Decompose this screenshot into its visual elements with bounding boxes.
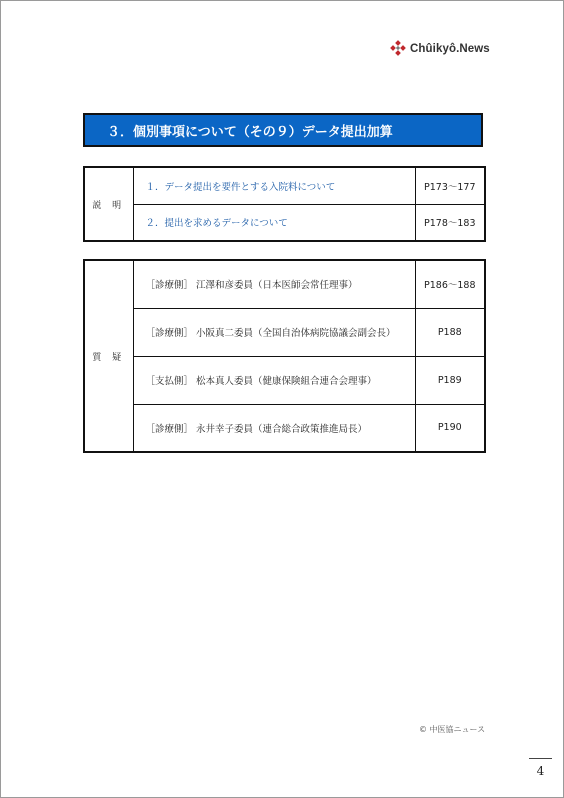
copyright-notice: © 中医協ニュース <box>419 725 486 734</box>
page-reference: P186～188 <box>415 260 485 308</box>
table-row <box>84 404 485 452</box>
question-item: ［診療側］ 小阪真二委員（全国自治体病院協議会副会長） <box>133 308 415 356</box>
page-number-rule <box>529 758 552 759</box>
table-row <box>84 167 485 204</box>
page-reference: P178～183 <box>415 204 485 241</box>
page-reference: P189 <box>415 356 485 404</box>
page-reference: P188 <box>415 308 485 356</box>
table-row <box>84 204 485 241</box>
question-item: ［支払側］ 松本真人委員（健康保険組合連合会理事） <box>133 356 415 404</box>
logo-text: Chûikyô.News <box>410 43 490 55</box>
page-reference: P190 <box>415 404 485 452</box>
question-item: ［診療側］ 永井幸子委員（連合総合政策推進局長） <box>133 404 415 452</box>
brand-logo <box>389 39 490 59</box>
page-number: 4 <box>536 764 545 778</box>
section-title: ３．個別事項について（その９）データ提出加算 <box>107 124 393 140</box>
logo-diamond-icon <box>389 40 407 58</box>
table-row <box>84 260 485 308</box>
explanation-table <box>83 166 486 242</box>
explanation-label: 説 明 <box>84 167 133 241</box>
table-row <box>84 308 485 356</box>
section-title-bar <box>83 113 483 147</box>
question-item: ［診療側］ 江澤和彦委員（日本医師会常任理事） <box>133 260 415 308</box>
explanation-item: ２．提出を求めるデータについて <box>133 204 415 241</box>
questions-table <box>83 259 486 453</box>
explanation-item: １．データ提出を要件とする入院料について <box>133 167 415 204</box>
table-row <box>84 356 485 404</box>
questions-label: 質 疑 <box>84 260 133 452</box>
page-reference: P173～177 <box>415 167 485 204</box>
